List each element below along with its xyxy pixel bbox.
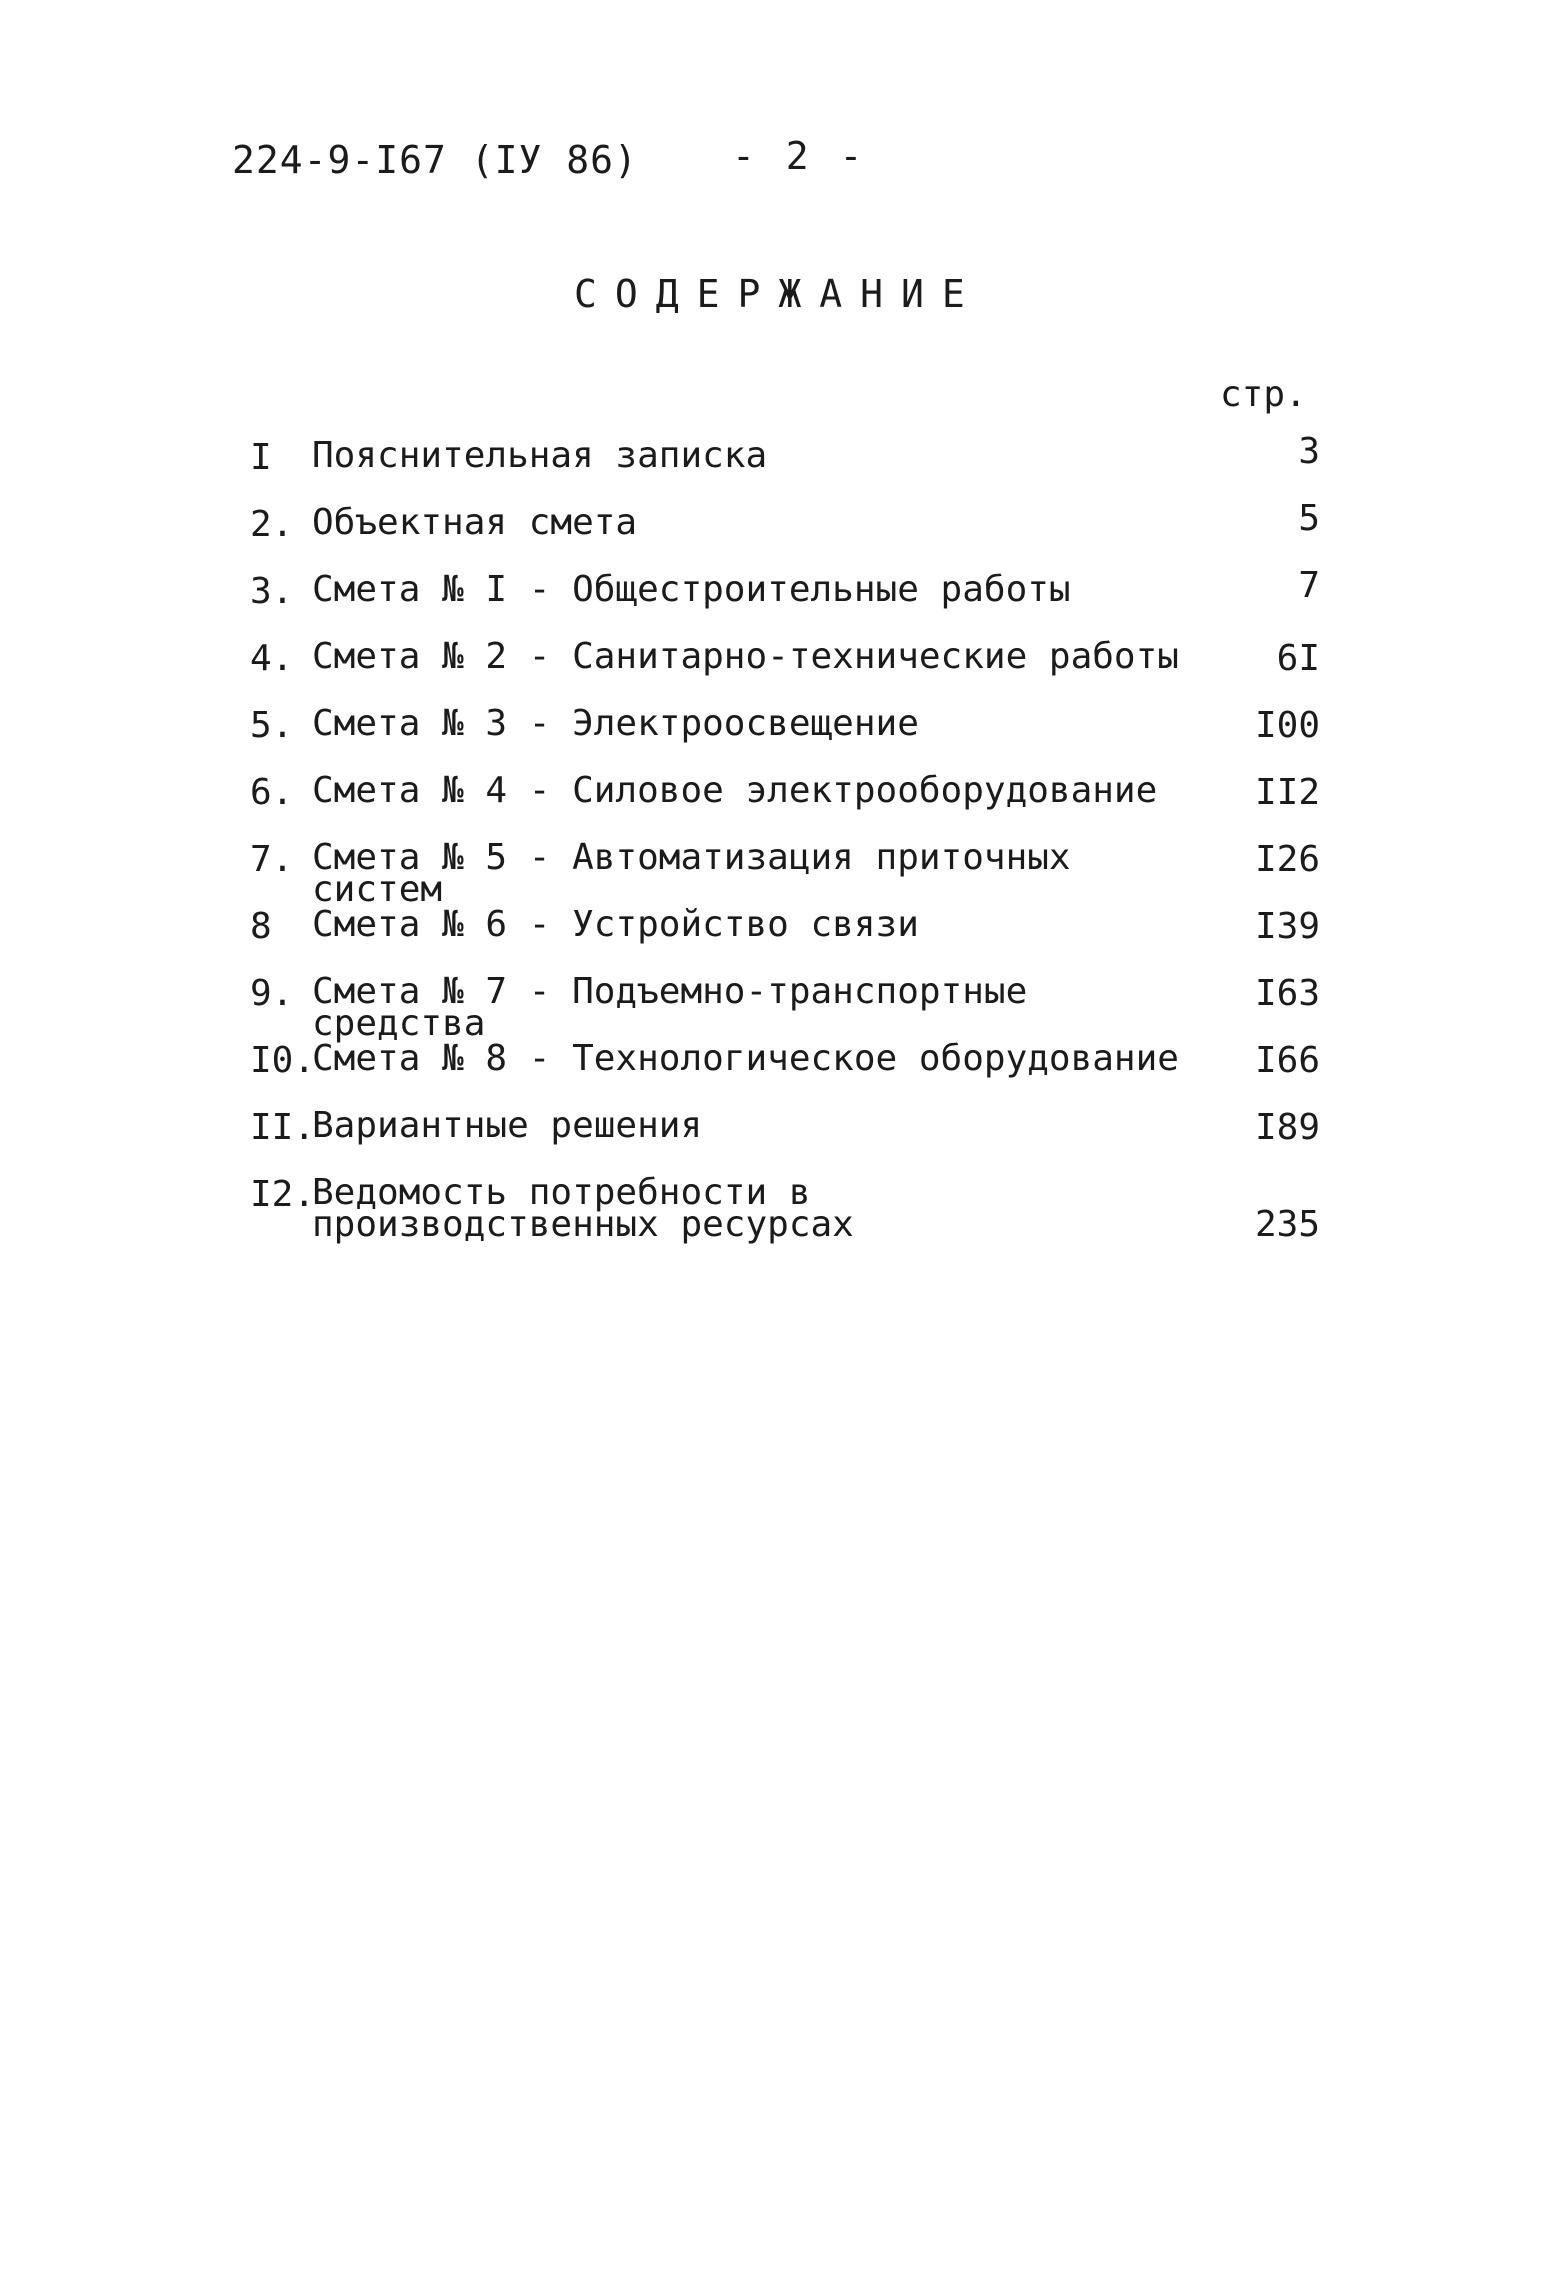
toc-item-page: II2 bbox=[1254, 772, 1320, 813]
toc-item-page: I00 bbox=[1254, 705, 1320, 746]
toc-item-page: I66 bbox=[1254, 1040, 1320, 1081]
toc-item-text: Смета № 3 - Электроосвещение bbox=[312, 703, 919, 744]
page-column-header: стр. bbox=[1220, 374, 1307, 415]
toc-item-text: Вариантные решения bbox=[312, 1105, 703, 1146]
toc-item-text: Пояснительная записка bbox=[312, 435, 768, 476]
toc-item-text: Смета № 7 - Подъемно-транспортные средства bbox=[312, 971, 1049, 1044]
toc-item-page: 3 bbox=[1298, 431, 1320, 472]
toc-item-text: Смета № 4 - Силовое электрооборудование bbox=[312, 770, 1158, 811]
toc-item-number: 7. bbox=[250, 839, 294, 880]
toc-item-text: Смета № 8 - Технологическое оборудование bbox=[312, 1038, 1179, 1079]
toc-item-text: Ведомость потребности в производственных ресурсах bbox=[312, 1172, 854, 1245]
toc-item-number: I bbox=[250, 437, 272, 478]
toc-item-number: 2. bbox=[250, 504, 294, 545]
page-title: СОДЕРЖАНИЕ bbox=[574, 272, 983, 316]
toc-item-page: I89 bbox=[1254, 1107, 1320, 1148]
toc-item-page: 5 bbox=[1298, 498, 1320, 539]
toc-item-page: I26 bbox=[1254, 839, 1320, 880]
toc-item-number: I0. bbox=[250, 1040, 316, 1081]
toc-item-number: I2. bbox=[250, 1174, 316, 1215]
toc-item-page: 6I bbox=[1276, 638, 1320, 679]
toc-item-text: Смета № I - Общестроительные работы bbox=[312, 569, 1071, 610]
toc-item-number: 6. bbox=[250, 772, 294, 813]
toc-item-text: Смета № 5 - Автоматизация приточных систем bbox=[312, 837, 1093, 910]
toc-item-number: 4. bbox=[250, 638, 294, 679]
toc-item-text: Смета № 2 - Санитарно-технические работы bbox=[312, 636, 1179, 677]
toc-item-page: I39 bbox=[1254, 906, 1320, 947]
toc-item-number: II. bbox=[250, 1107, 316, 1148]
toc-item-page: I63 bbox=[1254, 973, 1320, 1014]
toc-item-number: 3. bbox=[250, 571, 294, 612]
document-code: 224-9-I67 (IУ 86) bbox=[232, 138, 638, 182]
toc-item-page: 7 bbox=[1298, 565, 1320, 606]
toc-item-text: Смета № 6 - Устройство связи bbox=[312, 904, 919, 945]
page-number: - 2 - bbox=[732, 134, 867, 178]
toc-item-text: Объектная смета bbox=[312, 502, 638, 543]
toc-item-page: 235 bbox=[1254, 1204, 1320, 1245]
toc-item-number: 5. bbox=[250, 705, 294, 746]
toc-item-number: 8 bbox=[250, 906, 272, 947]
toc-item-number: 9. bbox=[250, 973, 294, 1014]
